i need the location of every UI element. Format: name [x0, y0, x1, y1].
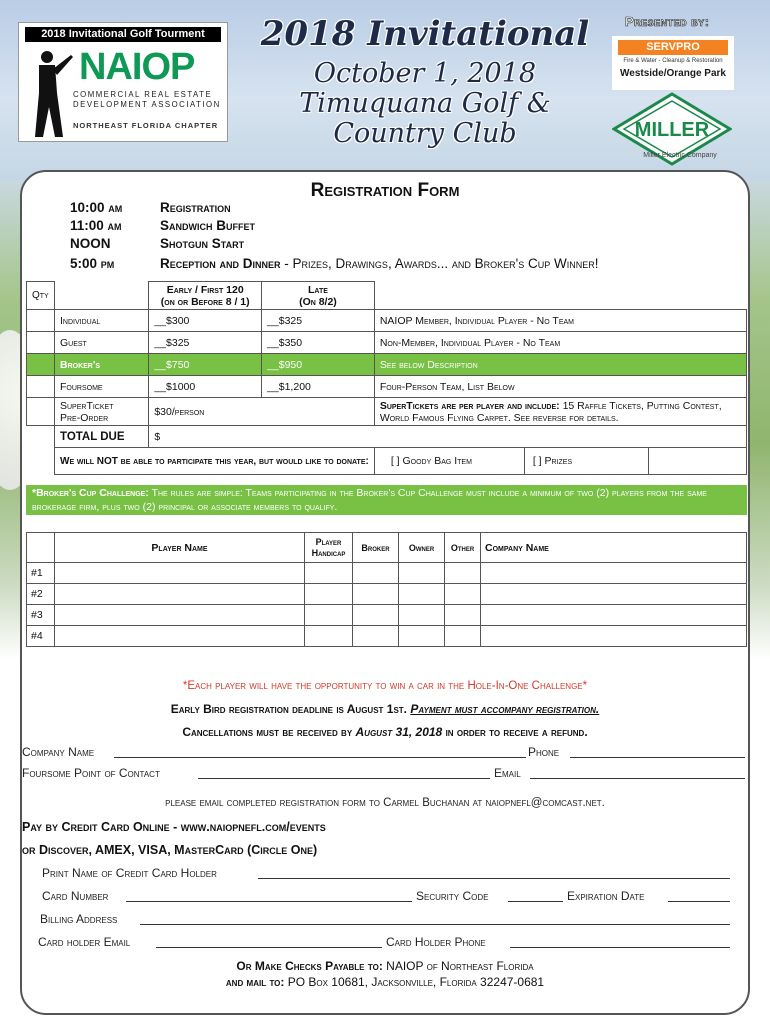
reg-type: Individual	[55, 310, 149, 332]
early-header-line1: Early / First 120	[166, 283, 244, 296]
donate-text: We will NOT be able to participate this year, but would like to donate:	[55, 448, 375, 475]
schedule-time: 10:00 am	[70, 200, 123, 215]
player-table	[26, 532, 747, 647]
company-cell[interactable]	[481, 563, 747, 584]
owner-cell[interactable]	[399, 563, 445, 584]
form-title: Registration Form	[310, 180, 460, 201]
other-header: Other	[445, 533, 481, 563]
late-price[interactable]: __$950	[262, 354, 375, 376]
event-venue-line1: Timuquana Golf &	[299, 88, 551, 119]
servpro-location: Westside/Orange Park	[620, 68, 726, 79]
naiop-subtitle: COMMERCIAL REAL ESTATE DEVELOPMENT ASSOCIATION	[73, 90, 221, 109]
schedule-time: NOON	[70, 236, 111, 251]
deadline-note	[0, 702, 770, 716]
qty-cell[interactable]	[27, 376, 55, 398]
reg-description: Non-Member, Individual Player - No Team	[374, 332, 746, 354]
holder-email-field[interactable]	[156, 947, 382, 948]
late-price[interactable]: __$325	[262, 310, 375, 332]
qty-cell[interactable]	[27, 310, 55, 332]
company-name-label: Company Name	[22, 745, 95, 759]
handicap-cell[interactable]	[305, 584, 353, 605]
superticket-price: $30/person	[149, 398, 374, 426]
total-due-value[interactable]: $	[149, 426, 747, 448]
billing-address-label: Billing Address	[40, 912, 118, 926]
player-name-cell[interactable]	[55, 626, 305, 647]
contact-label: Foursome Point of Contact	[22, 766, 160, 780]
broker-cell[interactable]	[353, 605, 399, 626]
servpro-tagline: Fire & Water - Cleanup & Restoration	[623, 58, 723, 64]
other-cell[interactable]	[445, 626, 481, 647]
qty-cell[interactable]	[27, 332, 55, 354]
presented-by: Presented by:	[625, 14, 710, 29]
security-code-label: Security Code	[416, 889, 489, 903]
card-number-field[interactable]	[126, 901, 412, 902]
billing-address-field[interactable]	[140, 924, 730, 925]
phone-label: Phone	[528, 745, 560, 759]
cancel-post: in order to receive a refund.	[442, 725, 588, 739]
early-price[interactable]: __$1000	[149, 376, 262, 398]
phone-field[interactable]	[570, 757, 745, 758]
schedule-event: Sandwich Buffet	[160, 218, 255, 233]
qty-cell[interactable]	[27, 354, 55, 376]
player-number: #4	[27, 626, 55, 647]
cancel-date: August 31, 2018	[355, 725, 443, 739]
handicap-header-line2: Handicap	[311, 547, 346, 558]
card-number-label: Card Number	[42, 889, 109, 903]
brokers-cup-label: *Broker's Cup Challenge:	[32, 487, 149, 499]
schedule-time: 5:00 pm	[70, 256, 115, 271]
handicap-header	[305, 533, 353, 563]
email-instruction: please email completed registration form to Carmel Buchanan at naiopnefl@comcast.net.	[165, 797, 605, 809]
late-header-line1: Late	[308, 283, 328, 296]
broker-cell[interactable]	[353, 626, 399, 647]
early-header	[149, 282, 262, 310]
mail-address: PO Box 10681, Jacksonville, Florida 32247-0681	[284, 975, 545, 989]
security-code-field[interactable]	[508, 901, 563, 902]
mail-to	[0, 975, 770, 989]
cancellation-note	[0, 725, 770, 739]
qty-header: Qty	[27, 282, 55, 310]
event-venue-line2: Country Club	[333, 118, 517, 149]
email-field[interactable]	[530, 778, 745, 779]
owner-cell[interactable]	[399, 626, 445, 647]
qty-cell[interactable]	[27, 398, 55, 426]
event-date: October 1, 2018	[313, 58, 537, 89]
broker-cell[interactable]	[353, 563, 399, 584]
naiop-banner: 2018 Invitational Golf Tourment	[25, 27, 221, 42]
broker-header: Broker	[353, 533, 399, 563]
card-types-note: or Discover, AMEX, VISA, MasterCard (Circle One)	[22, 843, 318, 857]
early-price[interactable]: __$300	[149, 310, 262, 332]
late-header-line2: (On 8/2)	[299, 295, 337, 308]
brokers-cup-text: The rules are simple: Teams participating in the Broker's Cup Challenge must include a minimum of two (2) players from the same brokerage firm, plus two (2) principal or associate members to qualify.	[32, 487, 707, 513]
other-cell[interactable]	[445, 605, 481, 626]
print-name-label: Print Name of Credit Card Holder	[42, 866, 217, 880]
holder-phone-field[interactable]	[510, 947, 730, 948]
schedule-event-label: Reception and Dinner	[160, 256, 281, 271]
donate-prizes[interactable]: [ ] Prizes	[525, 448, 649, 474]
late-header	[262, 282, 375, 310]
superticket-desc-bold: SuperTickets are per player and include:	[379, 399, 560, 412]
owner-cell[interactable]	[399, 605, 445, 626]
early-header-line2: (on or Before 8 / 1)	[160, 295, 250, 308]
schedule-time: 11:00 am	[70, 218, 122, 233]
reg-type: Broker's	[55, 354, 149, 376]
handicap-cell[interactable]	[305, 563, 353, 584]
early-price[interactable]: __$325	[149, 332, 262, 354]
company-cell[interactable]	[481, 605, 747, 626]
naiop-wordmark: NAIOP	[79, 46, 195, 88]
header-banner	[0, 0, 770, 180]
superticket-label	[55, 398, 149, 426]
reg-description: See below Description	[374, 354, 746, 376]
brokers-cup-note	[26, 485, 747, 515]
reg-description: Four-Person Team, List Below	[374, 376, 746, 398]
donate-options	[374, 448, 746, 475]
player-name-header: Player Name	[55, 533, 305, 563]
miller-caption: Miller Electric Company	[643, 152, 717, 159]
company-cell[interactable]	[481, 584, 747, 605]
expiration-label: Expiration Date	[567, 889, 645, 903]
superticket-label-line1: SuperTicket	[60, 399, 114, 412]
company-cell[interactable]	[481, 626, 747, 647]
schedule-event: Registration	[160, 200, 231, 215]
checks-label: Or Make Checks Payable to:	[236, 959, 383, 973]
cancel-pre: Cancellations must be received by	[182, 725, 356, 739]
player-number: #1	[27, 563, 55, 584]
owner-header: Owner	[399, 533, 445, 563]
player-name-cell[interactable]	[55, 563, 305, 584]
early-price[interactable]: __$750	[149, 354, 262, 376]
owner-cell[interactable]	[399, 584, 445, 605]
player-number: #3	[27, 605, 55, 626]
pay-online-note: Pay by Credit Card Online - www.naiopnefl.com/events	[22, 820, 326, 834]
servpro-logo	[612, 36, 734, 90]
player-name-cell[interactable]	[55, 584, 305, 605]
hole-in-one-note: *Each player will have the opportunity to win a car in the Hole-In-One Challenge*	[182, 680, 588, 692]
holder-email-label: Card holder Email	[38, 935, 131, 949]
email-label: Email	[494, 766, 521, 780]
superticket-label-line2: Pre-Order	[60, 411, 109, 424]
other-cell[interactable]	[445, 584, 481, 605]
superticket-description	[374, 398, 746, 426]
broker-cell[interactable]	[353, 584, 399, 605]
print-name-field[interactable]	[258, 878, 730, 879]
checks-payable	[0, 959, 770, 973]
checks-payee: NAIOP of Northeast Florida	[382, 959, 534, 973]
other-cell[interactable]	[445, 563, 481, 584]
reg-type: Guest	[55, 332, 149, 354]
handicap-cell[interactable]	[305, 605, 353, 626]
reg-type: Foursome	[55, 376, 149, 398]
donate-goody-bag[interactable]: [ ] Goody Bag Item	[375, 448, 525, 474]
payment-must-text: Payment must accompany registration.	[410, 702, 600, 716]
superticket-desc: 15 Raffle Tickets, Putting Contest, World Famous Flying Carpet. See reverse for details.	[379, 399, 722, 424]
pricing-table	[26, 281, 747, 475]
schedule-event-reception	[160, 256, 598, 271]
golfer-icon	[23, 49, 75, 139]
mail-label: and mail to:	[225, 975, 285, 989]
deadline-text: Early Bird registration deadline is August 1st.	[170, 702, 407, 716]
contact-field[interactable]	[198, 778, 490, 779]
total-due-label: TOTAL DUE	[55, 426, 149, 448]
handicap-header-line1: Player	[315, 536, 342, 547]
naiop-logo	[18, 22, 228, 142]
player-number: #2	[27, 584, 55, 605]
servpro-name: SERVPRO	[618, 40, 728, 55]
event-title: 2018 Invitational	[260, 14, 590, 54]
player-name-cell[interactable]	[55, 605, 305, 626]
company-name-field[interactable]	[114, 757, 526, 758]
holder-phone-label: Card Holder Phone	[386, 935, 486, 949]
naiop-chapter: NORTHEAST FLORIDA CHAPTER	[73, 121, 219, 130]
company-header: Company Name	[481, 533, 747, 563]
late-price[interactable]: __$1,200	[262, 376, 375, 398]
miller-name: MILLER	[634, 119, 710, 141]
schedule-event: Shotgun Start	[160, 236, 245, 251]
handicap-cell[interactable]	[305, 626, 353, 647]
reg-description: NAIOP Member, Individual Player - No Team	[374, 310, 746, 332]
expiration-field[interactable]	[668, 901, 730, 902]
late-price[interactable]: __$350	[262, 332, 375, 354]
schedule-event-note: - Prizes, Drawings, Awards... and Broker's Cup Winner!	[280, 256, 599, 271]
